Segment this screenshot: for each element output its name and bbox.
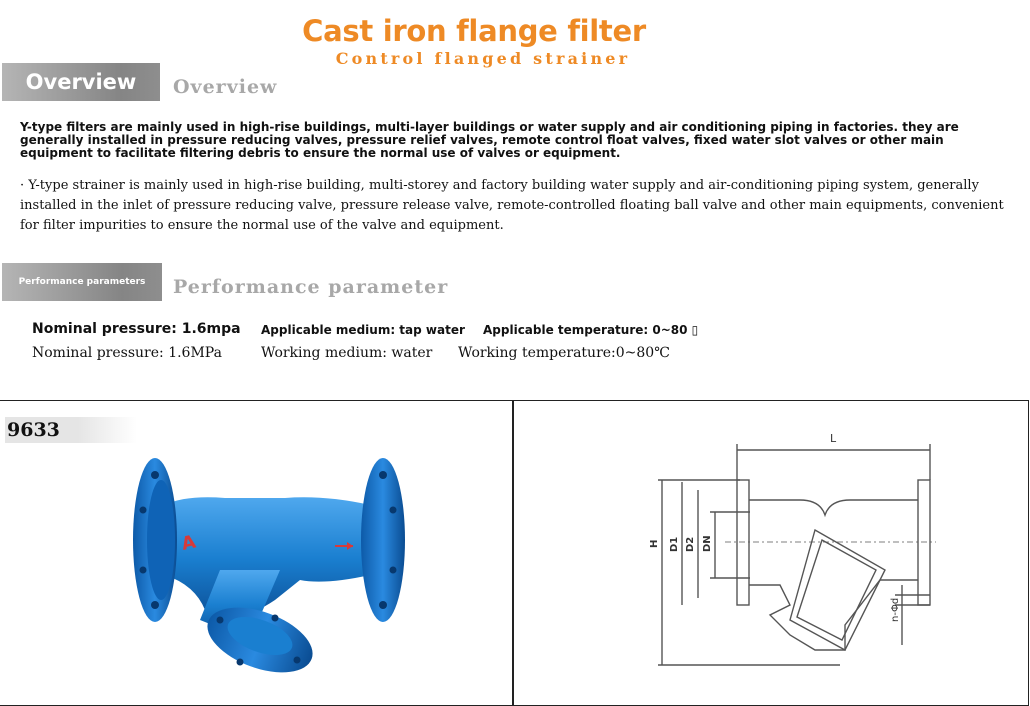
performance-heading: Performance parameter <box>173 276 449 298</box>
overview-text-bold: Y-type filters are mainly used in high-rise buildings, multi-layer buildings or water supply and air conditioning piping in factories. they are generally installed in pressure reducing valves, pressure relief valves, remote control float valves, fixed water slot valves or other main equipment to facilitate filtering debris to ensure the normal use of valves or equipment. <box>20 120 959 160</box>
page-subtitle: Control flanged strainer <box>335 49 631 68</box>
label-D2: D2 <box>685 536 696 552</box>
label-D1: D1 <box>669 536 680 552</box>
overview-tab: Overview <box>2 63 160 101</box>
y-strainer-photo <box>125 450 415 680</box>
label-L: L <box>830 432 837 445</box>
svg-text:A: A <box>179 531 198 555</box>
label-DN: DN <box>702 535 713 552</box>
label-nphid: n-Φd <box>890 597 901 622</box>
model-number: 9633 <box>5 417 137 443</box>
pressure-serif: Nominal pressure: 1.6MPa <box>32 345 222 361</box>
dimension-drawing <box>640 420 940 680</box>
pressure-bold: Nominal pressure: 1.6mpa <box>32 321 241 337</box>
medium-bold: Applicable medium: tap water <box>261 323 465 337</box>
overview-text-serif: · Y-type strainer is mainly used in high-rise building, multi-storey and factory building water supply and air-conditioning piping system, generally installed in the inlet of pressure reducing valve, pressure release valve, remote-controlled floating ball valve and other main equipments, convenient for filter impurities to ensure the normal use of the valve and equipment. <box>20 178 1004 233</box>
temperature-bold: Applicable temperature: 0~80 ▯ <box>483 323 699 337</box>
overview-heading: Overview <box>173 76 278 98</box>
medium-serif: Working medium: water <box>261 345 433 361</box>
label-H: H <box>649 539 660 548</box>
temperature-serif: Working temperature:0~80℃ <box>458 345 670 361</box>
page-title: Cast iron flange filter <box>302 14 646 48</box>
performance-tab: Performance parameters <box>2 263 162 301</box>
